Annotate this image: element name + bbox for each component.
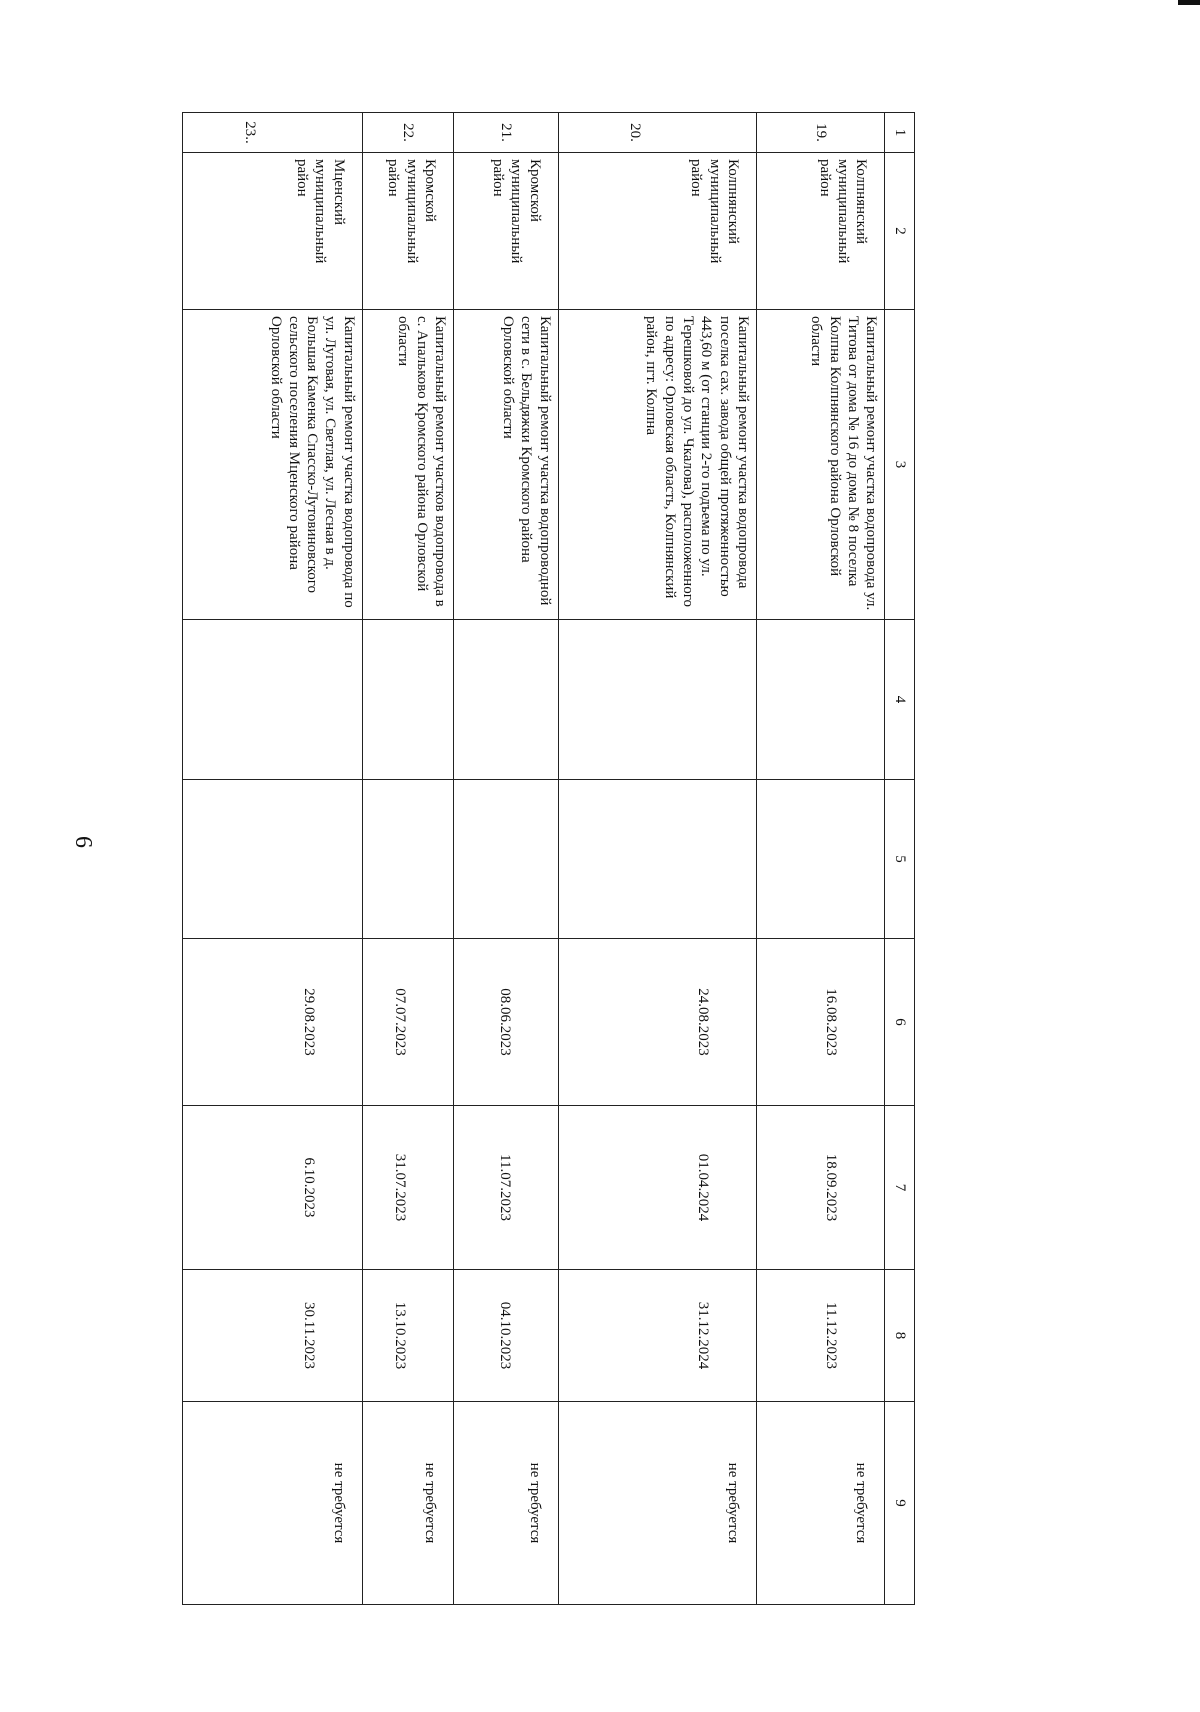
date-cell: 04.10.2023: [454, 1270, 559, 1402]
header-cell: 2: [885, 153, 915, 310]
works-table: [182, 112, 915, 1605]
date-cell: 07.07.2023: [362, 939, 453, 1106]
empty-cell: [756, 620, 884, 780]
header-cell: 3: [885, 310, 915, 620]
row-number: 21.: [454, 113, 559, 153]
empty-cell: [362, 620, 453, 780]
table-row: [454, 113, 559, 1605]
date-cell: 30.11.2023: [183, 1270, 363, 1402]
date-cell: 16.08.2023: [756, 939, 884, 1106]
district-cell: Колпнянский муниципальный район: [756, 153, 884, 310]
status-cell: не требуется: [183, 1402, 363, 1605]
empty-cell: [558, 780, 756, 939]
description-cell: Капитальный ремонт участка водопроводной сети в с. Бельдяжки Кромского района Орловской области: [454, 310, 559, 620]
date-cell: 6.10.2023: [183, 1106, 363, 1270]
table-rotator: [182, 112, 915, 1604]
date-cell: 11.12.2023: [756, 1270, 884, 1402]
date-cell: 24.08.2023: [558, 939, 756, 1106]
status-cell: не требуется: [558, 1402, 756, 1605]
row-number: 23..: [183, 113, 363, 153]
page-number: 6: [70, 836, 96, 848]
header-cell: 7: [885, 1106, 915, 1270]
date-cell: 18.09.2023: [756, 1106, 884, 1270]
empty-cell: [454, 780, 559, 939]
row-number: 20.: [558, 113, 756, 153]
status-cell: не требуется: [454, 1402, 559, 1605]
district-cell: Кромской муниципальный район: [362, 153, 453, 310]
header-cell: 9: [885, 1402, 915, 1605]
description-cell: Капитальный ремонт участков водопровода в с. Апальково Кромского района Орловской области: [362, 310, 453, 620]
header-cell: 4: [885, 620, 915, 780]
empty-cell: [362, 780, 453, 939]
date-cell: 13.10.2023: [362, 1270, 453, 1402]
header-cell: 1: [885, 113, 915, 153]
description-cell: Капитальный ремонт участка водопровода по ул. Луговая, ул. Светлая, ул. Лесная в д. Большая Каменка Спасско-Лутовиновского сельского поселения Мценского района Орловской области: [183, 310, 363, 620]
district-cell: Кромской муниципальный район: [454, 153, 559, 310]
empty-cell: [183, 780, 363, 939]
header-cell: 5: [885, 780, 915, 939]
description-cell: Капитальный ремонт участка водопровода поселка сах. завода общей протяженностью 443,60 м (от станции 2-го подъема по ул. Терешковой до ул. Чкалова), расположенного по адресу: Орловская область, Колпнянский район, пгт. Колпна: [558, 310, 756, 620]
description-cell: Капитальный ремонт участка водопровода ул. Титова от дома № 16 до дома № 8 поселка Колпна Колпнянского района Орловской области: [756, 310, 884, 620]
table-row: [558, 113, 756, 1605]
district-cell: Колпнянский муниципальный район: [558, 153, 756, 310]
header-cell: 6: [885, 939, 915, 1106]
empty-cell: [183, 620, 363, 780]
corner-mark: [1178, 0, 1200, 5]
status-cell: не требуется: [756, 1402, 884, 1605]
empty-cell: [454, 620, 559, 780]
status-cell: не требуется: [362, 1402, 453, 1605]
row-number: 22.: [362, 113, 453, 153]
table-row: [362, 113, 453, 1605]
date-cell: 01.04.2024: [558, 1106, 756, 1270]
date-cell: 31.07.2023: [362, 1106, 453, 1270]
header-row: [885, 113, 915, 1605]
empty-cell: [558, 620, 756, 780]
table-row: [183, 113, 363, 1605]
date-cell: 29.08.2023: [183, 939, 363, 1106]
row-number: 19.: [756, 113, 884, 153]
date-cell: 08.06.2023: [454, 939, 559, 1106]
date-cell: 31.12.2024: [558, 1270, 756, 1402]
date-cell: 11.07.2023: [454, 1106, 559, 1270]
district-cell: Мценский муниципальный район: [183, 153, 363, 310]
table-row: [756, 113, 884, 1605]
empty-cell: [756, 780, 884, 939]
header-cell: 8: [885, 1270, 915, 1402]
